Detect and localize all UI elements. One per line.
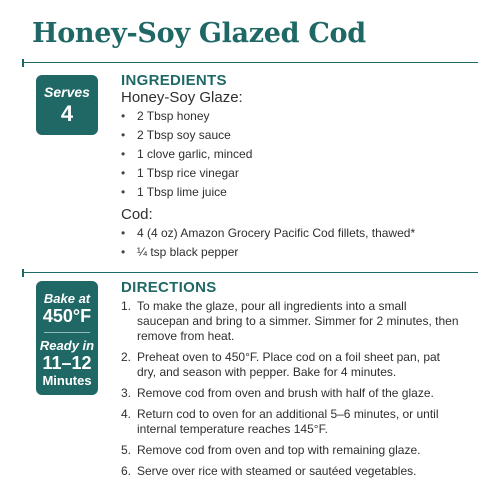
step-number: 1. <box>121 299 132 313</box>
bake-temperature: 450°F <box>42 306 92 326</box>
bake-badge <box>36 281 98 395</box>
ready-time: 11–12 <box>42 353 92 373</box>
ingredient-item: • 2 Tbsp soy sauce <box>121 126 252 145</box>
step-number: 5. <box>121 443 132 457</box>
top-divider <box>22 62 478 63</box>
middle-divider <box>22 272 478 273</box>
directions-list <box>121 299 461 485</box>
cod-subheading: Cod: <box>121 206 153 223</box>
serves-label: Serves <box>44 84 90 100</box>
recipe-title: Honey-Soy Glazed Cod <box>32 18 366 49</box>
step-number: 4. <box>121 407 132 421</box>
step-number: 2. <box>121 350 132 364</box>
step-number: 6. <box>121 464 132 478</box>
bake-label: Bake at <box>43 291 91 306</box>
serves-badge <box>36 75 98 135</box>
ingredient-item: • ¼ tsp black pepper <box>121 243 415 262</box>
ingredient-item: • 1 clove garlic, minced <box>121 145 252 164</box>
step-text: Preheat oven to 450°F. Place cod on a foil sheet pan, pat dry, and season with pepper. Bake for 4 minutes. <box>137 350 441 379</box>
step-text: Return cod to oven for an additional 5–6 minutes, or until internal temperature reaches 145°F. <box>137 407 439 436</box>
direction-step <box>121 464 461 479</box>
cod-ingredient-list <box>121 224 415 262</box>
ingredient-item: • 2 Tbsp honey <box>121 107 252 126</box>
glaze-subheading: Honey-Soy Glaze: <box>121 89 243 106</box>
glaze-ingredient-list <box>121 107 252 202</box>
direction-step <box>121 443 461 458</box>
divider-tick <box>22 269 24 277</box>
ingredient-item: • 1 Tbsp lime juice <box>121 183 252 202</box>
step-text: To make the glaze, pour all ingredients into a small saucepan and bring to a simmer. Simmer for 2 minutes, then remove from heat. <box>137 299 459 343</box>
step-text: Remove cod from oven and brush with half of the glaze. <box>137 386 434 400</box>
direction-step <box>121 386 461 401</box>
ingredients-heading: INGREDIENTS <box>121 72 227 89</box>
ingredient-item: • 4 (4 oz) Amazon Grocery Pacific Cod fillets, thawed* <box>121 224 415 243</box>
direction-step <box>121 350 461 380</box>
direction-step <box>121 407 461 437</box>
step-text: Remove cod from oven and top with remaining glaze. <box>137 443 421 457</box>
step-text: Serve over rice with steamed or sautéed vegetables. <box>137 464 417 478</box>
divider-tick <box>22 59 24 67</box>
direction-step <box>121 299 461 344</box>
directions-heading: DIRECTIONS <box>121 279 217 296</box>
ready-unit: Minutes <box>42 373 92 388</box>
serves-value: 4 <box>60 101 74 126</box>
badge-divider <box>44 332 90 333</box>
step-number: 3. <box>121 386 132 400</box>
ingredient-item: • 1 Tbsp rice vinegar <box>121 164 252 183</box>
ready-label: Ready in <box>39 338 95 353</box>
